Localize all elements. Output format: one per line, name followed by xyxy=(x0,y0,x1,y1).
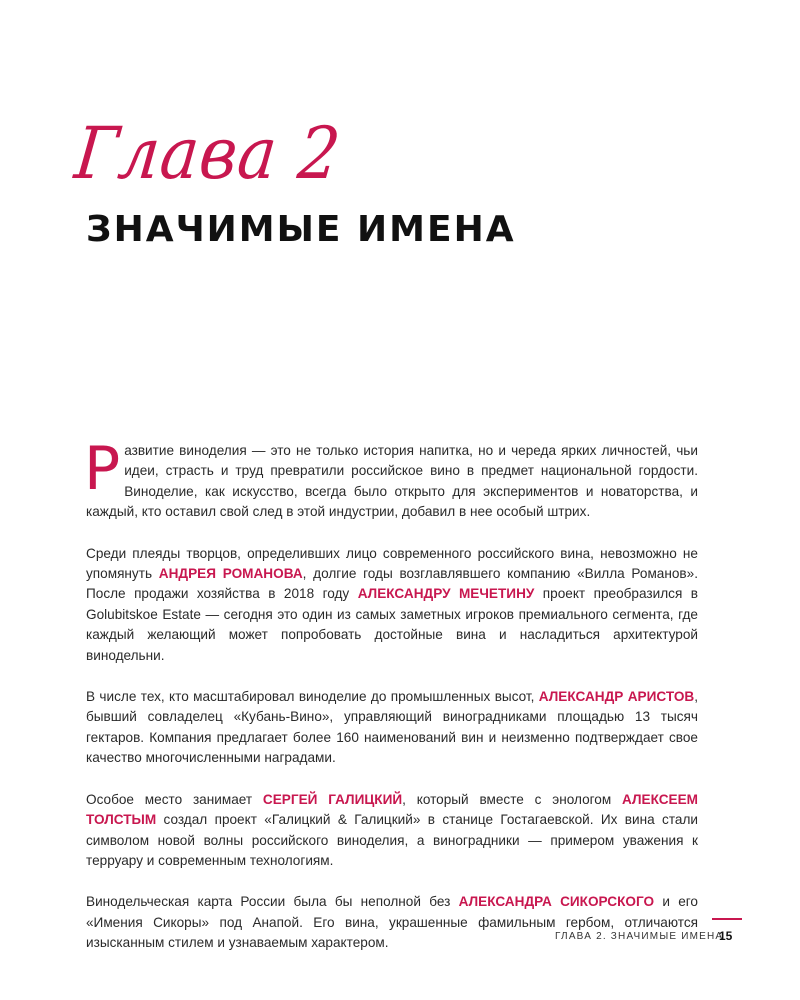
body-paragraph xyxy=(86,892,698,953)
paragraph-text: Особое место занимает xyxy=(86,791,263,807)
page-title: ЗНАЧИМЫЕ ИМЕНА xyxy=(86,209,516,250)
highlighted-name: АЛЕКСАНДР АРИСТОВ xyxy=(538,689,695,705)
paragraph-text: , бывший совладелец «Кубань-Вино», управляющий виноградниками площадью 13 тысяч гектаров. Компания предлагает более 160 наименований вин и неизменно подтверждает свое качество многочисленными наградами. xyxy=(86,689,698,766)
body-text xyxy=(84,434,698,975)
running-head: ГЛАВА 2. ЗНАЧИМЫЕ ИМЕНА xyxy=(555,931,724,942)
body-paragraph xyxy=(86,687,698,769)
paragraph-text: создал проект «Галицкий & Галицкий» в станице Гостагаевской. Их вина стали символом новой волны российского виноделия, а виноградники — примером уважения к терруару и современным технологиям. xyxy=(86,812,698,868)
paragraph-text: , который вместе с энологом xyxy=(402,791,623,807)
highlighted-name: АЛЕКСАНДРА СИКОРСКОГО xyxy=(458,894,655,910)
page-number: 15 xyxy=(719,929,733,943)
paragraph-text: Среди плеяды творцов, определивших лицо современного российского вина, невозможно не упомянуть xyxy=(86,545,698,582)
highlighted-name: СЕРГЕЙ ГАЛИЦКИЙ xyxy=(262,791,403,807)
paragraph-list xyxy=(86,544,698,954)
body-paragraph xyxy=(86,790,698,872)
intro-text: азвитие виноделия — это не только история напитка, но и череда ярких личностей, чьи идеи, страсть и труд превратили российское вино в предмет национальной гордости. Виноделие, как искусство, всегда было открыто для экспериментов и новаторства, и каждый, кто оставил свой след в этой индустрии, добавил в нее особый штрих. xyxy=(86,443,698,520)
highlighted-name: АЛЕКСАНДРУ МЕЧЕТИНУ xyxy=(357,586,535,602)
paragraph-text: , долгие годы возглавлявшего компанию «Вилла Романов». После продажи хозяйства в 2018 году xyxy=(86,566,698,602)
paragraph-text: В числе тех, кто масштабировал виноделие до промышленных высот, xyxy=(86,689,539,705)
footer-rule xyxy=(712,918,742,920)
drop-cap: Р xyxy=(84,434,121,504)
paragraph-text: проект преобразился в Golubitskoe Estate — сегодня это один из самых заметных игроков премиального сегмента, где каждый желающий может попробовать достойные вина и насладиться архитектурой винодельни. xyxy=(86,586,698,663)
intro-paragraph xyxy=(84,434,698,523)
chapter-label: Глава 2 xyxy=(71,113,345,196)
highlighted-name: АНДРЕЯ РОМАНОВА xyxy=(158,566,303,582)
paragraph-text: и его «Имения Сикоры» под Анапой. Его вина, украшенные фамильным гербом, отличаются изысканным стилем и узнаваемым характером. xyxy=(86,894,698,951)
highlighted-name: АЛЕКСЕЕМ ТОЛСТЫМ xyxy=(86,791,698,828)
body-paragraph xyxy=(86,544,698,666)
paragraph-text: Винодельческая карта России была бы неполной без xyxy=(86,894,459,910)
